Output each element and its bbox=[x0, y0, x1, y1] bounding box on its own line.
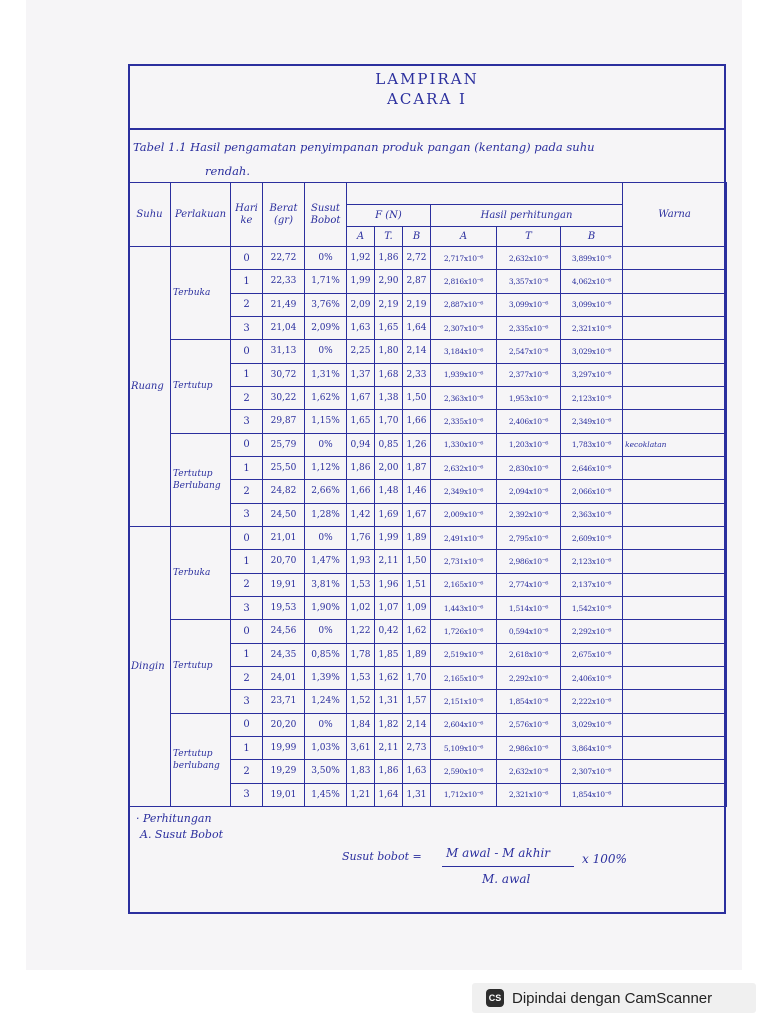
cell-fb: 1,50 bbox=[403, 386, 431, 409]
cell-hb: 3,029x10⁻⁶ bbox=[561, 713, 623, 736]
cell-ht: 1,514x10⁻⁶ bbox=[497, 596, 561, 619]
cell-fb: 1,57 bbox=[403, 690, 431, 713]
cell-hari: 0 bbox=[231, 247, 263, 270]
cell-ht: 2,986x10⁻⁶ bbox=[497, 736, 561, 759]
perlakuan-label: Terbuka bbox=[171, 526, 231, 619]
cell-fa: 1,21 bbox=[347, 783, 375, 806]
header-blank bbox=[347, 183, 623, 205]
cell-fa: 0,94 bbox=[347, 433, 375, 456]
cell-berat: 24,01 bbox=[263, 666, 305, 689]
cell-ft: 1,70 bbox=[375, 410, 403, 433]
header-lampiran: LAMPIRAN bbox=[375, 70, 479, 88]
cell-hb: 4,062x10⁻⁶ bbox=[561, 270, 623, 293]
cell-hari: 3 bbox=[231, 316, 263, 339]
cell-ht: 2,576x10⁻⁶ bbox=[497, 713, 561, 736]
cell-ft: 1,86 bbox=[375, 247, 403, 270]
cell-fa: 1,65 bbox=[347, 410, 375, 433]
cell-fb: 2,14 bbox=[403, 713, 431, 736]
cell-ht: 2,392x10⁻⁶ bbox=[497, 503, 561, 526]
cell-hb: 3,099x10⁻⁶ bbox=[561, 293, 623, 316]
cell-ft: 1,86 bbox=[375, 760, 403, 783]
header-sub-b: B bbox=[403, 227, 431, 247]
cell-warna bbox=[623, 573, 727, 596]
cell-fb: 2,33 bbox=[403, 363, 431, 386]
cell-hari: 2 bbox=[231, 293, 263, 316]
cell-hb: 2,349x10⁻⁶ bbox=[561, 410, 623, 433]
cell-ft: 1,96 bbox=[375, 573, 403, 596]
cell-hari: 3 bbox=[231, 503, 263, 526]
cell-ft: 2,11 bbox=[375, 736, 403, 759]
cell-ft: 1,82 bbox=[375, 713, 403, 736]
cell-berat: 19,53 bbox=[263, 596, 305, 619]
cell-warna bbox=[623, 503, 727, 526]
cell-ha: 2,590x10⁻⁶ bbox=[431, 760, 497, 783]
cell-hari: 1 bbox=[231, 270, 263, 293]
cell-hari: 0 bbox=[231, 433, 263, 456]
cell-fa: 1,83 bbox=[347, 760, 375, 783]
cell-ht: 3,099x10⁻⁶ bbox=[497, 293, 561, 316]
header-f: F (N) bbox=[347, 205, 431, 227]
cell-fa: 3,61 bbox=[347, 736, 375, 759]
cell-ha: 2,731x10⁻⁶ bbox=[431, 550, 497, 573]
cell-ft: 1,07 bbox=[375, 596, 403, 619]
cell-susut: 1,03% bbox=[305, 736, 347, 759]
cell-hb: 3,297x10⁻⁶ bbox=[561, 363, 623, 386]
cell-susut: 3,81% bbox=[305, 573, 347, 596]
cell-fb: 2,72 bbox=[403, 247, 431, 270]
cell-warna bbox=[623, 386, 727, 409]
cell-warna bbox=[623, 456, 727, 479]
header-warna: Warna bbox=[623, 183, 727, 247]
cell-warna bbox=[623, 620, 727, 643]
cell-fa: 1,02 bbox=[347, 596, 375, 619]
cell-ha: 2,349x10⁻⁶ bbox=[431, 480, 497, 503]
cell-fa: 1,42 bbox=[347, 503, 375, 526]
table-caption: Tabel 1.1 Hasil pengamatan penyimpanan produk pangan (kentang) pada suhu bbox=[133, 140, 595, 154]
cell-hari: 2 bbox=[231, 760, 263, 783]
cell-ha: 2,491x10⁻⁶ bbox=[431, 526, 497, 549]
cell-hb: 2,066x10⁻⁶ bbox=[561, 480, 623, 503]
cell-hb: 1,783x10⁻⁶ bbox=[561, 433, 623, 456]
cell-warna bbox=[623, 247, 727, 270]
cell-fb: 1,09 bbox=[403, 596, 431, 619]
cell-fb: 1,51 bbox=[403, 573, 431, 596]
cell-hari: 0 bbox=[231, 526, 263, 549]
cell-ht: 2,547x10⁻⁶ bbox=[497, 340, 561, 363]
cell-warna bbox=[623, 363, 727, 386]
cell-warna bbox=[623, 643, 727, 666]
cell-ft: 1,80 bbox=[375, 340, 403, 363]
cell-fa: 1,66 bbox=[347, 480, 375, 503]
cell-warna: kecoklatan bbox=[623, 433, 727, 456]
cell-warna bbox=[623, 666, 727, 689]
perlakuan-label: Tertutup berlubang bbox=[171, 713, 231, 806]
cell-susut: 1,71% bbox=[305, 270, 347, 293]
cell-susut: 3,76% bbox=[305, 293, 347, 316]
header-hasil: Hasil perhitungan bbox=[431, 205, 623, 227]
cell-hb: 2,609x10⁻⁶ bbox=[561, 526, 623, 549]
header-sub-a: A bbox=[347, 227, 375, 247]
cell-susut: 0% bbox=[305, 433, 347, 456]
notes-susut-bobot: A. Susut Bobot bbox=[140, 828, 223, 841]
formula-numerator: M awal - M akhir bbox=[446, 846, 551, 860]
cell-warna bbox=[623, 783, 727, 806]
cell-ha: 2,816x10⁻⁶ bbox=[431, 270, 497, 293]
cell-ht: 2,632x10⁻⁶ bbox=[497, 247, 561, 270]
table-row bbox=[129, 247, 727, 270]
cell-fa: 1,63 bbox=[347, 316, 375, 339]
cell-ft: 1,68 bbox=[375, 363, 403, 386]
cell-hari: 3 bbox=[231, 690, 263, 713]
header-berat: Berat (gr) bbox=[263, 183, 305, 247]
cell-ft: 2,11 bbox=[375, 550, 403, 573]
cell-warna bbox=[623, 293, 727, 316]
cell-hb: 2,123x10⁻⁶ bbox=[561, 550, 623, 573]
cell-fa: 1,86 bbox=[347, 456, 375, 479]
cell-ha: 2,165x10⁻⁶ bbox=[431, 573, 497, 596]
cell-hari: 1 bbox=[231, 643, 263, 666]
cell-susut: 0% bbox=[305, 340, 347, 363]
perlakuan-label: Tertutup Berlubang bbox=[171, 433, 231, 526]
cell-hari: 0 bbox=[231, 620, 263, 643]
cell-hari: 1 bbox=[231, 456, 263, 479]
cell-hb: 2,307x10⁻⁶ bbox=[561, 760, 623, 783]
cell-ha: 2,335x10⁻⁶ bbox=[431, 410, 497, 433]
cell-ht: 2,094x10⁻⁶ bbox=[497, 480, 561, 503]
cell-berat: 21,49 bbox=[263, 293, 305, 316]
cell-hb: 1,854x10⁻⁶ bbox=[561, 783, 623, 806]
cell-berat: 23,71 bbox=[263, 690, 305, 713]
cell-berat: 24,50 bbox=[263, 503, 305, 526]
camscanner-text: Dipindai dengan CamScanner bbox=[512, 989, 713, 1007]
formula-rhs: x 100% bbox=[582, 852, 627, 866]
cell-fb: 1,87 bbox=[403, 456, 431, 479]
cell-susut: 1,31% bbox=[305, 363, 347, 386]
table-row bbox=[129, 713, 727, 736]
cell-fa: 1,78 bbox=[347, 643, 375, 666]
cell-fb: 1,50 bbox=[403, 550, 431, 573]
cell-berat: 21,04 bbox=[263, 316, 305, 339]
cell-hari: 3 bbox=[231, 596, 263, 619]
perlakuan-label: Terbuka bbox=[171, 247, 231, 340]
cell-ht: 2,321x10⁻⁶ bbox=[497, 783, 561, 806]
cell-hb: 2,675x10⁻⁶ bbox=[561, 643, 623, 666]
table-caption-cont: rendah. bbox=[205, 164, 250, 178]
cell-hb: 1,542x10⁻⁶ bbox=[561, 596, 623, 619]
cell-warna bbox=[623, 410, 727, 433]
camscanner-logo-icon: CS bbox=[486, 989, 504, 1007]
cell-susut: 1,15% bbox=[305, 410, 347, 433]
perlakuan-label: Tertutup bbox=[171, 340, 231, 433]
cell-fa: 1,53 bbox=[347, 573, 375, 596]
cell-hari: 1 bbox=[231, 550, 263, 573]
cell-susut: 0,85% bbox=[305, 643, 347, 666]
cell-fb: 2,14 bbox=[403, 340, 431, 363]
header-sub-t: T. bbox=[375, 227, 403, 247]
cell-warna bbox=[623, 760, 727, 783]
header-divider bbox=[128, 128, 726, 130]
cell-ft: 2,00 bbox=[375, 456, 403, 479]
cell-berat: 25,79 bbox=[263, 433, 305, 456]
header-sub-hb: B bbox=[561, 227, 623, 247]
cell-berat: 19,99 bbox=[263, 736, 305, 759]
cell-hari: 1 bbox=[231, 736, 263, 759]
cell-fa: 1,67 bbox=[347, 386, 375, 409]
cell-fb: 1,46 bbox=[403, 480, 431, 503]
cell-warna bbox=[623, 340, 727, 363]
cell-ht: 0,594x10⁻⁶ bbox=[497, 620, 561, 643]
cell-ha: 1,712x10⁻⁶ bbox=[431, 783, 497, 806]
cell-berat: 22,72 bbox=[263, 247, 305, 270]
formula-denominator: M. awal bbox=[482, 872, 531, 886]
formula-lhs: Susut bobot = bbox=[342, 850, 422, 863]
cell-hari: 2 bbox=[231, 573, 263, 596]
cell-fa: 1,22 bbox=[347, 620, 375, 643]
cell-hari: 2 bbox=[231, 666, 263, 689]
table-row bbox=[129, 433, 727, 456]
cell-susut: 1,12% bbox=[305, 456, 347, 479]
cell-fb: 1,70 bbox=[403, 666, 431, 689]
cell-ht: 2,795x10⁻⁶ bbox=[497, 526, 561, 549]
cell-fa: 1,53 bbox=[347, 666, 375, 689]
cell-warna bbox=[623, 736, 727, 759]
cell-susut: 1,45% bbox=[305, 783, 347, 806]
observation-table bbox=[128, 182, 727, 807]
cell-ht: 1,203x10⁻⁶ bbox=[497, 433, 561, 456]
cell-ha: 1,726x10⁻⁶ bbox=[431, 620, 497, 643]
cell-fb: 1,67 bbox=[403, 503, 431, 526]
cell-susut: 3,50% bbox=[305, 760, 347, 783]
cell-hb: 2,222x10⁻⁶ bbox=[561, 690, 623, 713]
cell-ht: 2,986x10⁻⁶ bbox=[497, 550, 561, 573]
cell-berat: 25,50 bbox=[263, 456, 305, 479]
cell-ha: 2,165x10⁻⁶ bbox=[431, 666, 497, 689]
cell-ht: 3,357x10⁻⁶ bbox=[497, 270, 561, 293]
cell-hari: 0 bbox=[231, 713, 263, 736]
cell-ft: 1,38 bbox=[375, 386, 403, 409]
cell-ha: 1,939x10⁻⁶ bbox=[431, 363, 497, 386]
cell-fa: 1,93 bbox=[347, 550, 375, 573]
cell-susut: 1,24% bbox=[305, 690, 347, 713]
cell-ft: 1,48 bbox=[375, 480, 403, 503]
cell-ht: 2,406x10⁻⁶ bbox=[497, 410, 561, 433]
cell-susut: 0% bbox=[305, 620, 347, 643]
cell-ha: 2,887x10⁻⁶ bbox=[431, 293, 497, 316]
cell-susut: 0% bbox=[305, 247, 347, 270]
header-perlakuan: Perlakuan bbox=[171, 183, 231, 247]
cell-ha: 2,307x10⁻⁶ bbox=[431, 316, 497, 339]
cell-warna bbox=[623, 713, 727, 736]
cell-fb: 1,62 bbox=[403, 620, 431, 643]
cell-fb: 2,87 bbox=[403, 270, 431, 293]
cell-warna bbox=[623, 526, 727, 549]
cell-hari: 2 bbox=[231, 386, 263, 409]
table-row bbox=[129, 340, 727, 363]
perlakuan-label: Tertutup bbox=[171, 620, 231, 713]
cell-berat: 19,01 bbox=[263, 783, 305, 806]
cell-berat: 21,01 bbox=[263, 526, 305, 549]
cell-berat: 19,29 bbox=[263, 760, 305, 783]
cell-berat: 24,56 bbox=[263, 620, 305, 643]
cell-ht: 2,618x10⁻⁶ bbox=[497, 643, 561, 666]
cell-ft: 1,64 bbox=[375, 783, 403, 806]
cell-ft: 1,31 bbox=[375, 690, 403, 713]
cell-warna bbox=[623, 596, 727, 619]
cell-ft: 1,69 bbox=[375, 503, 403, 526]
cell-ha: 2,009x10⁻⁶ bbox=[431, 503, 497, 526]
cell-ht: 2,632x10⁻⁶ bbox=[497, 760, 561, 783]
suhu-label: Ruang bbox=[129, 247, 171, 527]
cell-fa: 2,09 bbox=[347, 293, 375, 316]
cell-fa: 1,84 bbox=[347, 713, 375, 736]
cell-ft: 1,65 bbox=[375, 316, 403, 339]
cell-fa: 1,92 bbox=[347, 247, 375, 270]
cell-hb: 2,363x10⁻⁶ bbox=[561, 503, 623, 526]
notes-perhitungan: · Perhitungan bbox=[136, 812, 212, 825]
cell-fb: 1,63 bbox=[403, 760, 431, 783]
cell-hb: 3,864x10⁻⁶ bbox=[561, 736, 623, 759]
cell-ht: 1,953x10⁻⁶ bbox=[497, 386, 561, 409]
cell-susut: 1,47% bbox=[305, 550, 347, 573]
cell-hari: 2 bbox=[231, 480, 263, 503]
table-row bbox=[129, 526, 727, 549]
cell-susut: 1,28% bbox=[305, 503, 347, 526]
cell-berat: 20,20 bbox=[263, 713, 305, 736]
cell-warna bbox=[623, 690, 727, 713]
cell-ft: 1,85 bbox=[375, 643, 403, 666]
cell-berat: 22,33 bbox=[263, 270, 305, 293]
cell-warna bbox=[623, 316, 727, 339]
cell-berat: 19,91 bbox=[263, 573, 305, 596]
cell-ht: 2,774x10⁻⁶ bbox=[497, 573, 561, 596]
cell-ha: 5,109x10⁻⁶ bbox=[431, 736, 497, 759]
cell-ha: 2,519x10⁻⁶ bbox=[431, 643, 497, 666]
cell-berat: 24,35 bbox=[263, 643, 305, 666]
cell-ha: 2,151x10⁻⁶ bbox=[431, 690, 497, 713]
cell-fb: 1,26 bbox=[403, 433, 431, 456]
cell-ha: 1,330x10⁻⁶ bbox=[431, 433, 497, 456]
cell-fb: 1,66 bbox=[403, 410, 431, 433]
cell-susut: 1,39% bbox=[305, 666, 347, 689]
header-hari: Hari ke bbox=[231, 183, 263, 247]
cell-ft: 1,62 bbox=[375, 666, 403, 689]
cell-warna bbox=[623, 550, 727, 573]
cell-ht: 2,830x10⁻⁶ bbox=[497, 456, 561, 479]
cell-susut: 1,62% bbox=[305, 386, 347, 409]
header-suhu: Suhu bbox=[129, 183, 171, 247]
cell-berat: 29,87 bbox=[263, 410, 305, 433]
cell-susut: 2,66% bbox=[305, 480, 347, 503]
cell-ft: 2,90 bbox=[375, 270, 403, 293]
cell-ft: 0,85 bbox=[375, 433, 403, 456]
cell-fa: 1,99 bbox=[347, 270, 375, 293]
cell-susut: 0% bbox=[305, 713, 347, 736]
cell-fa: 1,37 bbox=[347, 363, 375, 386]
cell-hari: 3 bbox=[231, 783, 263, 806]
cell-hb: 2,406x10⁻⁶ bbox=[561, 666, 623, 689]
header-acara: ACARA I bbox=[387, 90, 467, 108]
cell-warna bbox=[623, 480, 727, 503]
cell-fb: 1,89 bbox=[403, 526, 431, 549]
cell-fb: 1,64 bbox=[403, 316, 431, 339]
header-sub-ha: A bbox=[431, 227, 497, 247]
cell-ha: 2,604x10⁻⁶ bbox=[431, 713, 497, 736]
cell-ha: 2,717x10⁻⁶ bbox=[431, 247, 497, 270]
cell-hb: 3,899x10⁻⁶ bbox=[561, 247, 623, 270]
cell-ft: 1,99 bbox=[375, 526, 403, 549]
cell-susut: 2,09% bbox=[305, 316, 347, 339]
cell-ft: 2,19 bbox=[375, 293, 403, 316]
cell-fb: 1,31 bbox=[403, 783, 431, 806]
cell-hari: 3 bbox=[231, 410, 263, 433]
camscanner-watermark bbox=[472, 983, 756, 1013]
cell-fb: 1,89 bbox=[403, 643, 431, 666]
cell-berat: 31,13 bbox=[263, 340, 305, 363]
cell-ht: 2,335x10⁻⁶ bbox=[497, 316, 561, 339]
cell-hb: 2,292x10⁻⁶ bbox=[561, 620, 623, 643]
cell-berat: 24,82 bbox=[263, 480, 305, 503]
cell-hb: 2,123x10⁻⁶ bbox=[561, 386, 623, 409]
cell-fb: 2,19 bbox=[403, 293, 431, 316]
cell-hari: 0 bbox=[231, 340, 263, 363]
header-susut: Susut Bobot bbox=[305, 183, 347, 247]
cell-hari: 1 bbox=[231, 363, 263, 386]
cell-ht: 2,377x10⁻⁶ bbox=[497, 363, 561, 386]
cell-ft: 0,42 bbox=[375, 620, 403, 643]
table-row bbox=[129, 620, 727, 643]
cell-fa: 2,25 bbox=[347, 340, 375, 363]
cell-fa: 1,76 bbox=[347, 526, 375, 549]
cell-hb: 2,646x10⁻⁶ bbox=[561, 456, 623, 479]
suhu-label: Dingin bbox=[129, 526, 171, 806]
cell-berat: 30,22 bbox=[263, 386, 305, 409]
cell-ha: 2,632x10⁻⁶ bbox=[431, 456, 497, 479]
cell-berat: 20,70 bbox=[263, 550, 305, 573]
cell-hb: 3,029x10⁻⁶ bbox=[561, 340, 623, 363]
cell-susut: 0% bbox=[305, 526, 347, 549]
cell-hb: 2,137x10⁻⁶ bbox=[561, 573, 623, 596]
cell-ha: 3,184x10⁻⁶ bbox=[431, 340, 497, 363]
cell-ht: 1,854x10⁻⁶ bbox=[497, 690, 561, 713]
cell-fa: 1,52 bbox=[347, 690, 375, 713]
formula-fraction-bar bbox=[442, 866, 574, 867]
cell-susut: 1,90% bbox=[305, 596, 347, 619]
cell-fb: 2,73 bbox=[403, 736, 431, 759]
header-sub-ht: T bbox=[497, 227, 561, 247]
cell-ha: 1,443x10⁻⁶ bbox=[431, 596, 497, 619]
cell-ht: 2,292x10⁻⁶ bbox=[497, 666, 561, 689]
cell-ha: 2,363x10⁻⁶ bbox=[431, 386, 497, 409]
cell-warna bbox=[623, 270, 727, 293]
cell-hb: 2,321x10⁻⁶ bbox=[561, 316, 623, 339]
cell-berat: 30,72 bbox=[263, 363, 305, 386]
